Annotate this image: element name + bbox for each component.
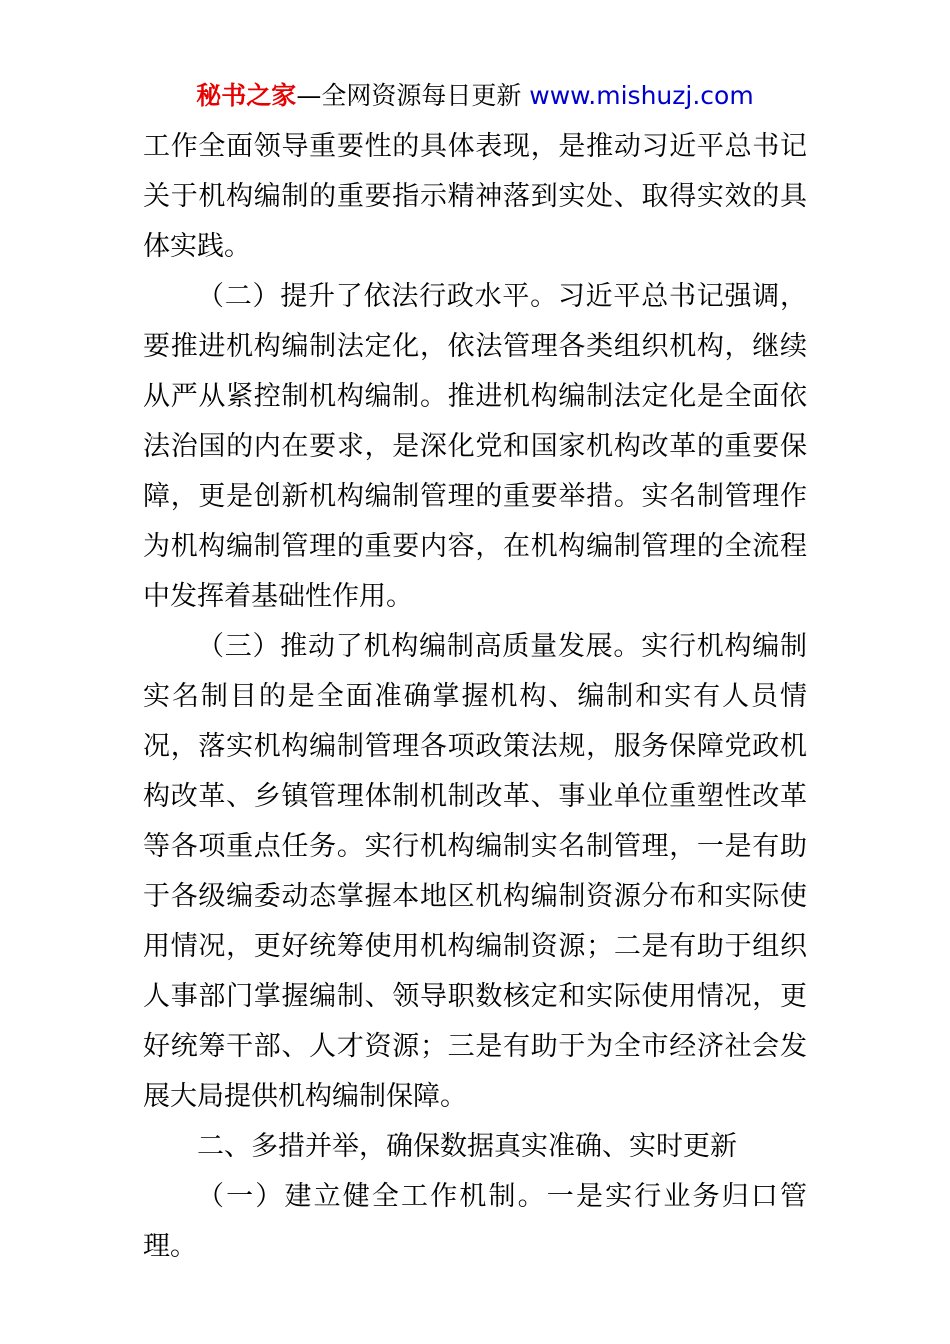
document-body xyxy=(143,122,807,1272)
paragraph-section-3: （三）推动了机构编制高质量发展。实行机构编制实名制目的是全面准确掌握机构、编制和实有人员情况，落实机构编制管理各项政策法规，服务保障党政机构改革、乡镇管理体制机制改革、事业单位重塑性改革等各项重点任务。实行机构编制实名制管理，一是有助于各级编委动态掌握本地区机构编制资源分布和实际使用情况，更好统筹使用机构编制资源；二是有助于组织人事部门掌握编制、领导职数核定和实际使用情况，更好统筹干部、人才资源；三是有助于为全市经济社会发展大局提供机构编制保障。 xyxy=(143,631,807,1112)
site-brand: 秘书之家 xyxy=(196,81,297,110)
site-url[interactable]: www.mishuzj.com xyxy=(529,81,754,110)
paragraph-part-2-section-1: （一）建立健全工作机制。一是实行业务归口管理。 xyxy=(143,1181,807,1262)
site-tagline: —全网资源每日更新 xyxy=(296,81,530,110)
paragraph-section-2: （二）提升了依法行政水平。习近平总书记强调，要推进机构编制法定化，依法管理各类组织机构，继续从严从紧控制机构编制。推进机构编制法定化是全面依法治国的内在要求，是深化党和国家机构改革的重要保障，更是创新机构编制管理的重要举措。实名制管理作为机构编制管理的重要内容，在机构编制管理的全流程中发挥着基础性作用。 xyxy=(143,281,807,612)
site-header xyxy=(0,80,950,112)
heading-part-2: 二、多措并举，确保数据真实准确、实时更新 xyxy=(197,1131,737,1162)
paragraph-continuation: 工作全面领导重要性的具体表现，是推动习近平总书记关于机构编制的重要指示精神落到实处、取得实效的具体实践。 xyxy=(143,131,807,262)
